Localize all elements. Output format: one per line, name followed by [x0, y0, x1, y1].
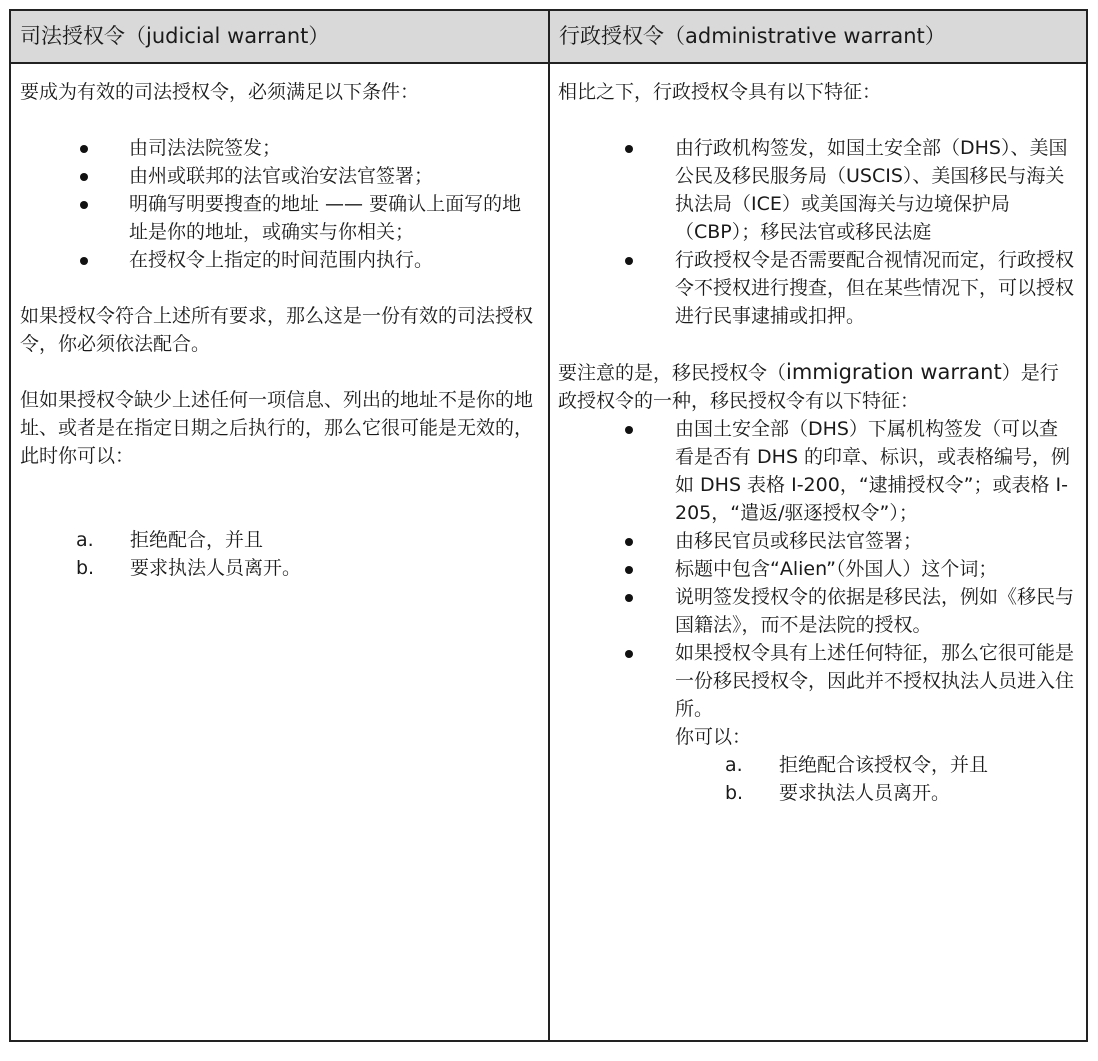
bullet-icon	[625, 257, 633, 265]
list-item: b. 要求执法人员离开。	[725, 782, 951, 804]
list-item: b. 要求执法人员离开。	[76, 557, 302, 579]
list-item: 由行政机构签发，如国土安全部（DHS）、美国公民及移民服务局（USCIS）、美国移民与海关执法局（ICE）或美国海关与边境保护局（CBP）；移民法官或移民法庭	[558, 134, 1076, 246]
bullet-icon	[625, 426, 633, 434]
judicial-warrant-cell	[11, 64, 548, 582]
list-item: 由国土安全部（DHS）下属机构签发（可以查看是否有 DHS 的印章、标识，或表格编号，例如 DHS 表格 I-200，“逮捕授权令”；或表格 I-205，“遣返/驱逐授权令”）；	[558, 415, 1076, 527]
immigration-intro: 要注意的是，移民授权令（immigration warrant）是行政授权令的一种，移民授权令有以下特征：	[558, 360, 1059, 412]
administrative-features-list	[558, 134, 1076, 330]
administrative-options-list	[558, 751, 1076, 807]
judicial-options-list	[20, 526, 536, 582]
bullet-icon	[80, 145, 88, 153]
bullet-icon	[625, 145, 633, 153]
header-judicial-warrant: 司法授权令（judicial warrant）	[11, 11, 548, 62]
administrative-intro: 相比之下，行政授权令具有以下特征：	[558, 81, 882, 103]
header-administrative-warrant: 行政授权令（administrative warrant）	[550, 11, 1086, 62]
list-item: 标题中包含“Alien”（外国人）这个词；	[558, 555, 1076, 583]
list-item: 行政授权令是否需要配合视情况而定，行政授权令不授权进行搜查，但在某些情况下，可以授权进行民事逮捕或扣押。	[558, 246, 1076, 330]
list-item: 由移民官员或移民法官签署；	[558, 527, 1076, 555]
bullet-icon	[625, 566, 633, 574]
immigration-features-list	[558, 415, 1076, 751]
list-item: a. 拒绝配合该授权令，并且	[725, 754, 989, 776]
bullet-icon	[80, 201, 88, 209]
bullet-icon	[625, 650, 633, 658]
list-item: 说明签发授权令的依据是移民法，例如《移民与国籍法》，而不是法院的授权。	[558, 583, 1076, 639]
list-item: 明确写明要搜查的地址 —— 要确认上面写的地址是你的地址，或确实与你相关；	[20, 190, 536, 246]
list-item: 由州或联邦的法官或治安法官签署；	[20, 162, 536, 190]
list-item: 由司法法院签发；	[20, 134, 536, 162]
you-may-label: 你可以：	[675, 726, 752, 748]
judicial-valid-note: 如果授权令符合上述所有要求，那么这是一份有效的司法授权令，你必须依法配合。	[20, 305, 534, 355]
list-item: 在授权令上指定的时间范围内执行。	[20, 246, 536, 274]
bullet-icon	[625, 538, 633, 546]
administrative-warrant-cell	[550, 64, 1086, 807]
judicial-intro: 要成为有效的司法授权令，必须满足以下条件：	[20, 81, 420, 103]
bullet-icon	[80, 173, 88, 181]
list-item: a. 拒绝配合，并且	[76, 529, 264, 551]
judicial-conditions-list	[20, 134, 536, 274]
bullet-icon	[625, 594, 633, 602]
warrant-comparison-table	[9, 9, 1088, 1042]
judicial-invalid-note: 但如果授权令缺少上述任何一项信息、列出的地址不是你的地址、或者是在指定日期之后执行的，那么它很可能是无效的，此时你可以：	[20, 389, 534, 467]
list-item: 如果授权令具有上述任何特征，那么它很可能是一份移民授权令，因此并不授权执法人员进入住所。 你可以：	[558, 639, 1076, 751]
bullet-icon	[80, 257, 88, 265]
